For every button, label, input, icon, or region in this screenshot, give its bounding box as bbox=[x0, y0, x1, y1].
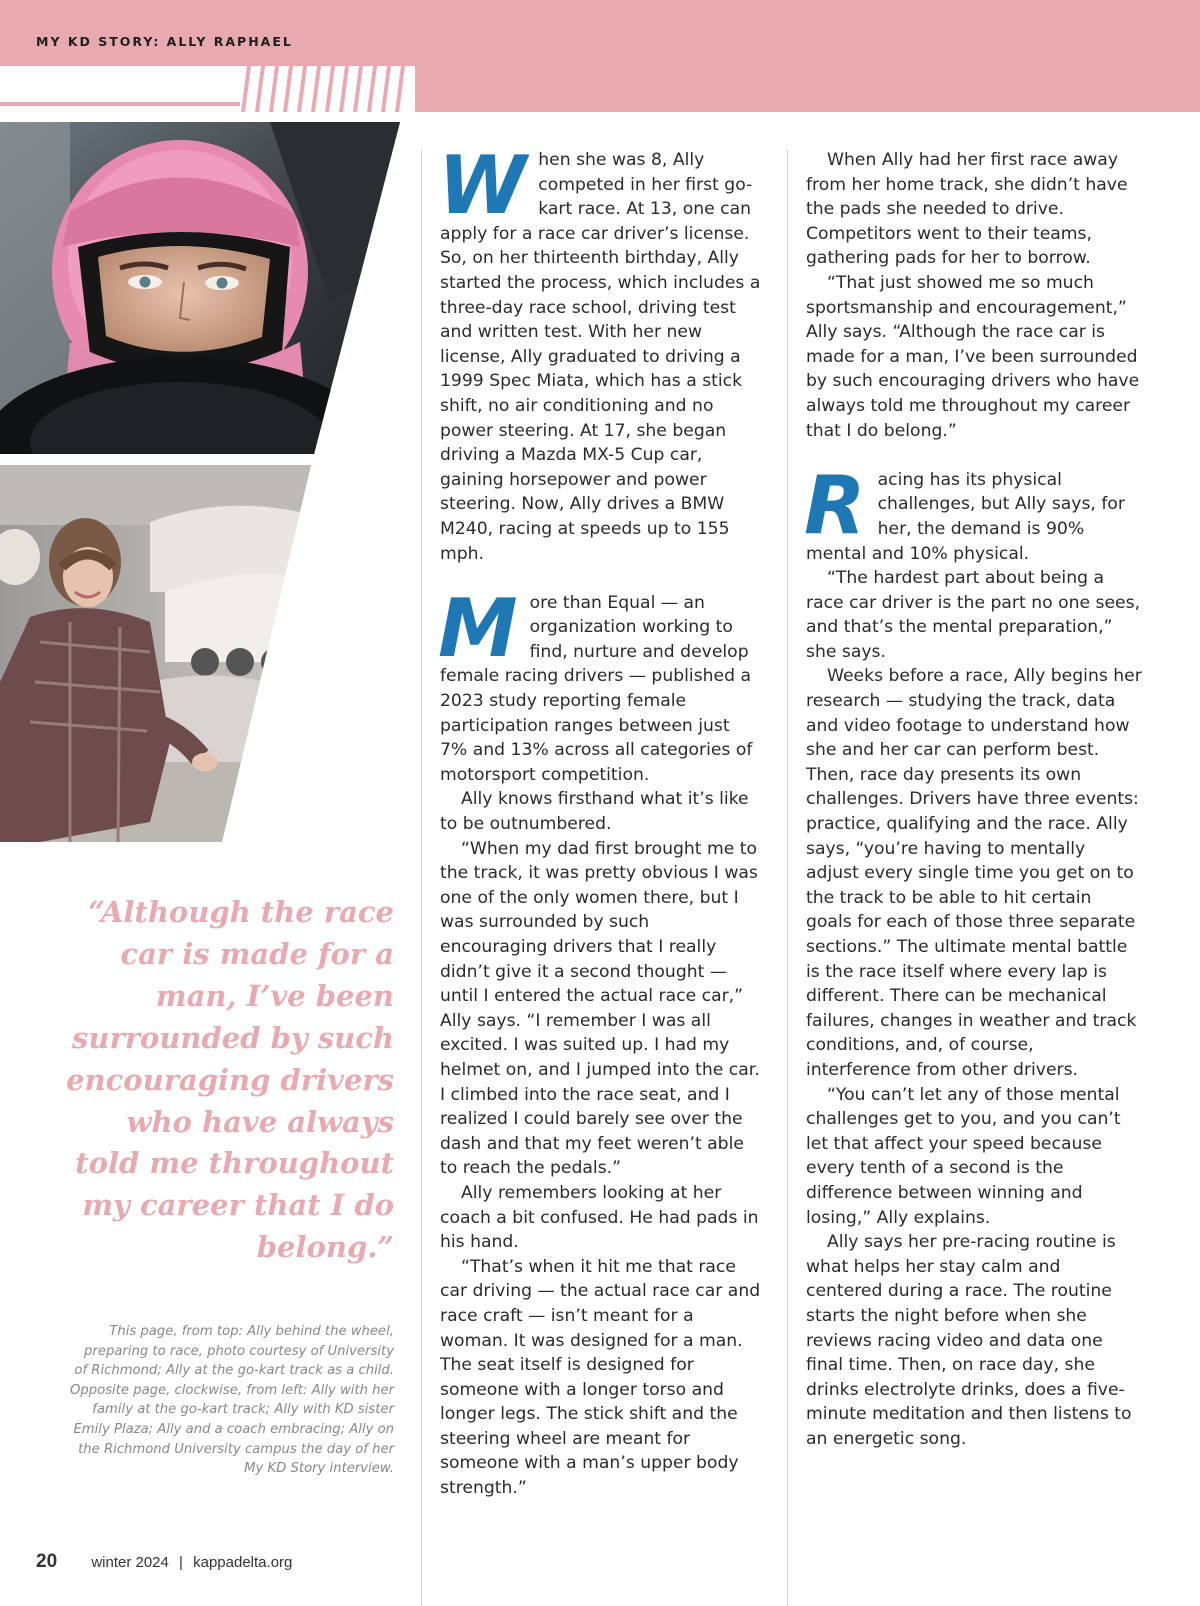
column-rule-right bbox=[787, 150, 788, 1606]
page-number: 20 bbox=[36, 1551, 58, 1572]
column-rule-left bbox=[421, 150, 422, 1606]
pull-quote: “Although the race car is made for a man, I’ve been surrounded by such encouraging drivers who have always told me throughout my career that I do belong.” bbox=[66, 895, 394, 1265]
photo-collage bbox=[0, 122, 402, 842]
article-paragraph: “That just showed me so much sportsmanship and encouragement,” Ally says. “Although the race car is made for a man, I’ve been surrounded by such encouraging drivers who have always told me throughout my career that I do belong.” bbox=[806, 272, 1140, 441]
header-pink-line bbox=[0, 102, 240, 106]
issue-label: winter 2024 bbox=[91, 1554, 169, 1571]
article-paragraph: Ally knows firsthand what it’s like to be outnumbered. bbox=[440, 789, 749, 835]
photo-child-go-kart bbox=[0, 465, 402, 842]
site-link[interactable]: kappadelta.org bbox=[193, 1554, 293, 1571]
article-paragraph bbox=[438, 139, 762, 566]
article-paragraph bbox=[438, 581, 762, 788]
paragraph-text: hen she was 8, Ally competed in her first go-kart race. At 13, one can apply for a race car driver’s license. So, on her thirteenth birthday, Ally started the process, which includes a three-day race school, driving test and written test. With her new license, Ally graduated to driving a 1999 Spec Miata, which has a stick shift, no air conditioning and no power steering. At 17, she began driving a Mazda MX-5 Cup car, gaining horsepower and power steering. Now, Ally drives a BMW M240, racing at speeds up to 155 mph. bbox=[440, 150, 761, 564]
section-label: MY KD STORY: ALLY RAPHAEL bbox=[36, 34, 293, 49]
drop-cap: W bbox=[438, 139, 527, 232]
article-paragraph: When Ally had her first race away from her home track, she didn’t have the pads she needed to drive. Competitors went to their teams, gathering pads for her to borrow. bbox=[806, 150, 1128, 269]
photo-caption: This page, from top: Ally behind the wheel, preparing to race, photo courtesy of University of Richmond; Ally at the go-kart track as a child. Opposite page, clockwise, from left: Ally with her family at the go-kart track; Ally with KD sister Emily Plaza; Ally and a coach embracing; Ally on the Richmond University campus the day of her My KD Story interview. bbox=[70, 1324, 395, 1477]
article-paragraph: “You can’t let any of those mental challenges get to you, and you can’t let that affect your speed because every tenth of a second is the difference between winning and losing,” Ally explains. bbox=[806, 1084, 1121, 1228]
article-paragraph: Ally says her pre-racing routine is what helps her stay calm and centered during a race. The routine starts the night before when she reviews racing video and data one final time. Then, on race day, she drinks electrolyte drinks, does a five-minute meditation and then listens to an energetic song. bbox=[806, 1232, 1132, 1449]
drop-cap: M bbox=[438, 581, 518, 675]
drop-cap: R bbox=[804, 458, 866, 552]
article-paragraph bbox=[804, 458, 1142, 566]
article-paragraph: “That’s when it hit me that race car driving — the actual race car and race craft — isn’t meant for a woman. It was designed for a man. The seat itself is designed for someone with a longer torso and longer legs. The stick shift and the steering wheel are meant for someone with a man’s upper body strength.” bbox=[440, 1256, 761, 1499]
article-paragraph: Ally remembers looking at her coach a bit confused. He had pads in his hand. bbox=[440, 1182, 759, 1253]
article-paragraph: “The hardest part about being a race car driver is the part no one sees, and that’s the mental preparation,” she says. bbox=[806, 568, 1141, 662]
page-footer bbox=[36, 1551, 292, 1573]
article-paragraph: “When my dad first brought me to the track, it was pretty obvious I was one of the only women there, but I was surrounded by such encouraging drivers that I really didn’t give it a second thought — until I entered the actual race car,” Ally says. “I remember I was all excited. I was suited up. I had my helmet on, and I jumped into the car. I climbed into the race seat, and I realized I could barely see over the dash and that my feet weren’t able to reach the pedals.” bbox=[440, 838, 760, 1179]
paragraph-text: acing has its physical challenges, but Ally says, for her, the demand is 90% mental and 10% physical. bbox=[806, 469, 1125, 564]
article-column-1 bbox=[438, 139, 762, 1501]
article-column-2 bbox=[806, 148, 1142, 1451]
header-stripes-decoration bbox=[235, 66, 415, 112]
paragraph-text: ore than Equal — an organization working to find, nurture and develop female racing drivers — published a 2023 study reporting female participation ranges between just 7% and 13% across all categories of motorsport competition. bbox=[440, 592, 753, 785]
article-paragraph: Weeks before a race, Ally begins her research — studying the track, data and video footage to understand how she and her car can perform best. Then, race day presents its own challenges. Drivers have three events: practice, qualifying and the race. Ally says, “you’re having to mentally adjust every single time you get on to the track to be able to hit certain goals for each of those three separate sections.” The ultimate mental battle is the race itself where every lap is different. There can be mechanical failures, changes in weather and track conditions, and, of course, interference from other drivers. bbox=[806, 666, 1142, 1080]
footer-separator: | bbox=[179, 1554, 183, 1571]
photo-collage-svg bbox=[0, 122, 402, 842]
